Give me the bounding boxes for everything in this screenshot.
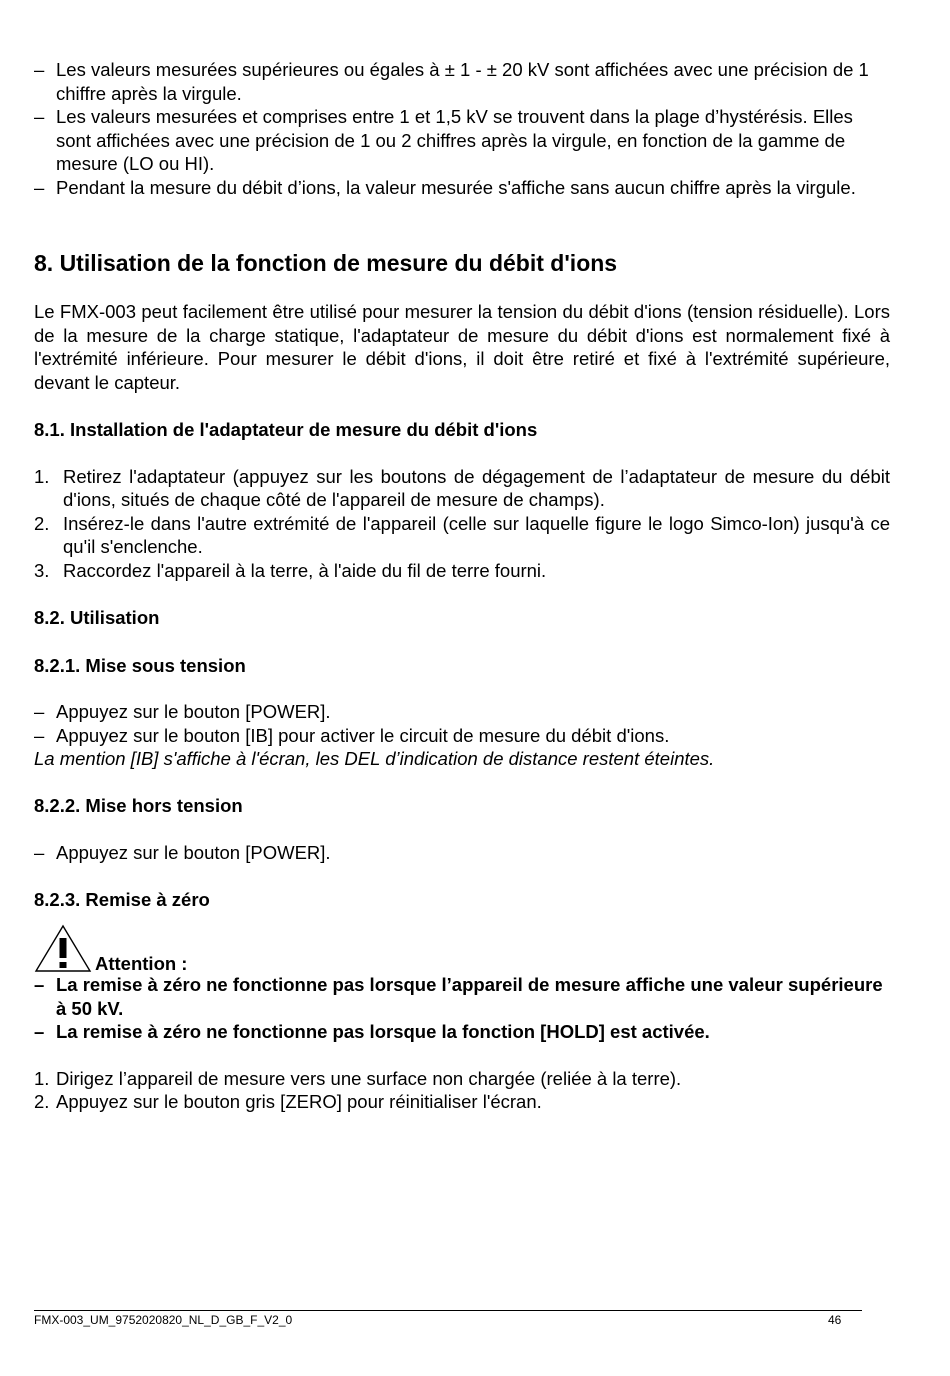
zero-steps [34,1067,890,1114]
list-item [34,1067,890,1091]
list-item: – La remise à zéro ne fonctionne pas lorsque l’appareil de mesure affiche une valeur supérieure à 50 kV. [34,973,890,1020]
step-text: Insérez-le dans l'autre extrémité de l'appareil (celle sur laquelle figure le logo Simco-Ion) jusqu'à ce qu'il s'enclenche. [63,512,890,557]
step-text: Dirigez l’appareil de mesure vers une surface non chargée (reliée à la terre). [56,1067,682,1089]
section-8-1-heading: 8.1. Installation de l'adaptateur de mesure du débit d'ions [34,419,538,440]
step-number: 3. [34,559,50,581]
warning-label: Attention : [95,953,188,974]
list-item: – Appuyez sur le bouton [IB] pour activer le circuit de mesure du débit d'ions. [34,724,890,748]
warning-triangle-icon [34,924,92,974]
list-item: – Appuyez sur le bouton [POWER]. [34,700,890,724]
list-item: – Les valeurs mesurées supérieures ou égales à ± 1 - ± 20 kV sont affichées avec une précision de 1 chiffre après la virgule. [34,58,890,105]
warning-header [34,924,890,974]
step-text: Raccordez l'appareil à la terre, à l'aide du fil de terre fourni. [63,559,547,581]
warning-bullets [34,973,890,1044]
section-8-2-1-heading: 8.2.1. Mise sous tension [34,654,246,676]
step-number: 2. [34,512,50,534]
page-number: 46 [828,1313,842,1327]
list-item: – La remise à zéro ne fonctionne pas lorsque la fonction [HOLD] est activée. [34,1020,890,1044]
footer-divider [34,1310,862,1311]
section-8-2-3-heading: 8.2.3. Remise à zéro [34,888,210,910]
intro-bullet-list [34,58,890,199]
power-off-bullets [34,841,890,865]
list-item: – Pendant la mesure du débit d’ions, la valeur mesurée s'affiche sans aucun chiffre après la virgule. [34,176,890,200]
power-on-note: La mention [IB] s'affiche à l'écran, les DEL d’indication de distance restent éteintes. [34,748,715,769]
section-8-2-2-heading: 8.2.2. Mise hors tension [34,794,243,816]
step-number: 1. [34,465,50,487]
section-8-heading: 8. Utilisation de la fonction de mesure du débit d'ions [34,250,618,276]
step-text: Retirez l'adaptateur (appuyez sur les boutons de dégagement de l’adaptateur de mesure du débit d'ions, situés de chaque côté de l'appareil de mesure de champs). [63,465,890,510]
list-item: – Les valeurs mesurées et comprises entre 1 et 1,5 kV se trouvent dans la plage d’hystérésis. Elles sont affichées avec une précision de 1 ou 2 chiffres après la virgule, en fonction de la gamme de mesure (LO ou HI). [34,105,890,176]
list-item [34,465,890,512]
power-on-bullets [34,700,890,747]
list-item: – Appuyez sur le bouton [POWER]. [34,841,890,865]
step-number: 1. [34,1067,50,1089]
installation-steps [34,465,890,583]
list-item [34,559,890,583]
footer-document-id: FMX-003_UM_9752020820_NL_D_GB_F_V2_0 [34,1313,293,1327]
document-page [34,58,890,1114]
section-8-paragraph: Le FMX-003 peut facilement être utilisé pour mesurer la tension du débit d'ions (tension résiduelle). Lors de la mesure de la charge statique, l'adaptateur de mesure du débit d'ions est normalement fixé à l'extrémité inférieure. Pour mesurer le débit d'ions, il doit être retiré et fixé à l'extrémité supérieure, devant le capteur. [34,301,890,393]
section-8-2-heading: 8.2. Utilisation [34,607,160,628]
step-number: 2. [34,1091,50,1112]
step-text: Appuyez sur le bouton gris [ZERO] pour réinitialiser l'écran. [56,1091,542,1112]
list-item [34,512,890,559]
list-item [34,1090,890,1114]
